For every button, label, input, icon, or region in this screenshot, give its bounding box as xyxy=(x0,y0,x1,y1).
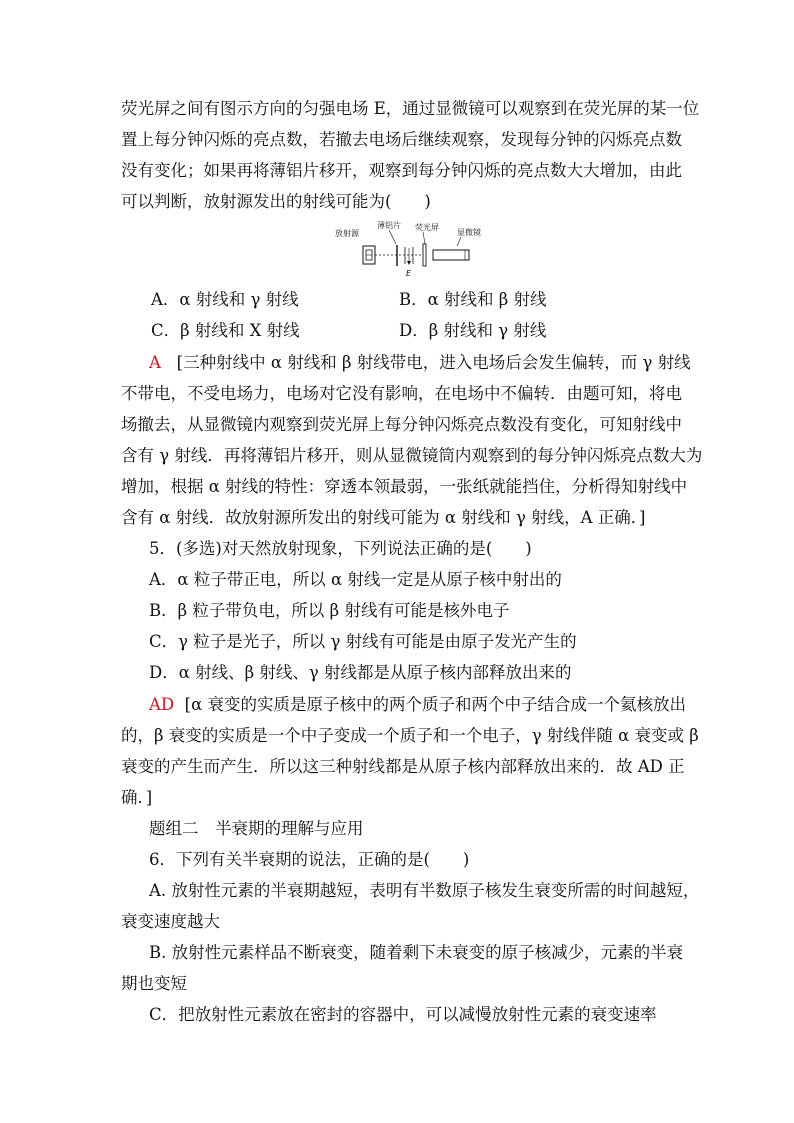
q4-option-d: D．β 射线和 γ 射线 xyxy=(399,321,547,340)
q4-stem-line-4: 可以判断，放射源发出的射线可能为( ) xyxy=(121,192,431,211)
experiment-diagram xyxy=(333,218,503,280)
q4-stem-line-2: 置上每分钟闪烁的亮点数，若撤去电场后继续观察，发现每分钟的闪烁亮点数 xyxy=(121,130,682,149)
q4-stem-line-1: 荧光屏之间有图示方向的匀强电场 E，通过显微镜可以观察到在荧光屏的某一位 xyxy=(121,99,700,118)
figure-label-field: E xyxy=(406,269,412,278)
q4-answer: A xyxy=(149,353,161,372)
q4-option-a: A．α 射线和 γ 射线 xyxy=(151,290,299,309)
q4-explanation-1: [三种射线中 α 射线和 β 射线带电，进入电场后会发生偏转，而 γ 射线 xyxy=(176,353,691,372)
q5-answer: AD xyxy=(149,695,175,714)
q4-option-c: C．β 射线和 X 射线 xyxy=(151,321,300,340)
q6-option-a-line-1: A. 放射性元素的半衰期越短，表明有半数原子核发生衰变所需的时间越短， xyxy=(149,881,700,900)
q4-explanation-2: 不带电，不受电场力，电场对它没有影响，在电场中不偏转．由题可知，将电 xyxy=(121,384,682,403)
q6-option-a-line-2: 衰变速度越大 xyxy=(121,912,220,931)
q4-option-b: B．α 射线和 β 射线 xyxy=(399,290,547,309)
q4-explanation-3: 场撤去，从显微镜内观察到荧光屏上每分钟闪烁亮点数没有变化，可知射线中 xyxy=(121,415,682,434)
experiment-figure xyxy=(333,218,503,280)
q6-option-b-line-2: 期也变短 xyxy=(121,974,187,993)
q4-explanation-6: 含有 α 射线．故放射源所发出的射线可能为 α 射线和 γ 射线，A 正确．] xyxy=(121,508,646,527)
q4-explanation-5: 增加，根据 α 射线的特性：穿透本领最弱，一张纸就能挡住，分析得知射线中 xyxy=(121,477,688,496)
q5-explanation-3: 衰变的产生而产生．所以这三种射线都是从原子核内部释放出来的．故 AD 正 xyxy=(121,757,685,776)
q4-answer-line xyxy=(149,352,691,374)
q5-stem: 5．(多选)对天然放射现象，下列说法正确的是( ) xyxy=(149,539,532,558)
q6-option-b-line-1: B. 放射性元素样品不断衰变，随着剩下未衰变的原子核减少，元素的半衰 xyxy=(149,943,684,962)
group2-heading: 题组二 半衰期的理解与应用 xyxy=(149,819,364,838)
figure-label-microscope: 显微镜 xyxy=(457,228,481,237)
q5-explanation-2: 的，β 衰变的实质是一个中子变成一个质子和一个电子，γ 射线伴随 α 衰变或 β xyxy=(121,726,699,745)
figure-label-source: 放射源 xyxy=(335,229,359,238)
q5-answer-line xyxy=(149,694,686,716)
q5-option-a: A．α 粒子带正电，所以 α 射线一定是从原子核中射出的 xyxy=(149,570,562,589)
q5-option-d: D．α 射线、β 射线、γ 射线都是从原子核内部释放出来的 xyxy=(149,663,572,682)
q5-explanation-4: 确．] xyxy=(121,788,153,807)
q5-option-b: B．β 粒子带负电，所以 β 射线有可能是核外电子 xyxy=(149,601,510,620)
q5-option-c: C．γ 粒子是光子，所以 γ 射线有可能是由原子发光产生的 xyxy=(149,632,577,651)
q4-stem-line-3: 没有变化；如果再将薄铝片移开，观察到每分钟闪烁的亮点数大大增加，由此 xyxy=(121,161,682,180)
q6-option-c: C．把放射性元素放在密封的容器中，可以减慢放射性元素的衰变速率 xyxy=(149,1005,657,1024)
q6-stem: 6．下列有关半衰期的说法，正确的是( ) xyxy=(149,850,470,869)
figure-label-foil: 薄铝片 xyxy=(377,221,401,230)
q4-explanation-4: 含有 γ 射线．再将薄铝片移开，则从显微镜筒内观察到的每分钟闪烁亮点数大为 xyxy=(121,446,703,465)
q5-explanation-1: [α 衰变的实质是原子核中的两个质子和两个中子结合成一个氦核放出 xyxy=(184,695,686,714)
figure-label-screen: 荧光屏 xyxy=(415,223,439,232)
